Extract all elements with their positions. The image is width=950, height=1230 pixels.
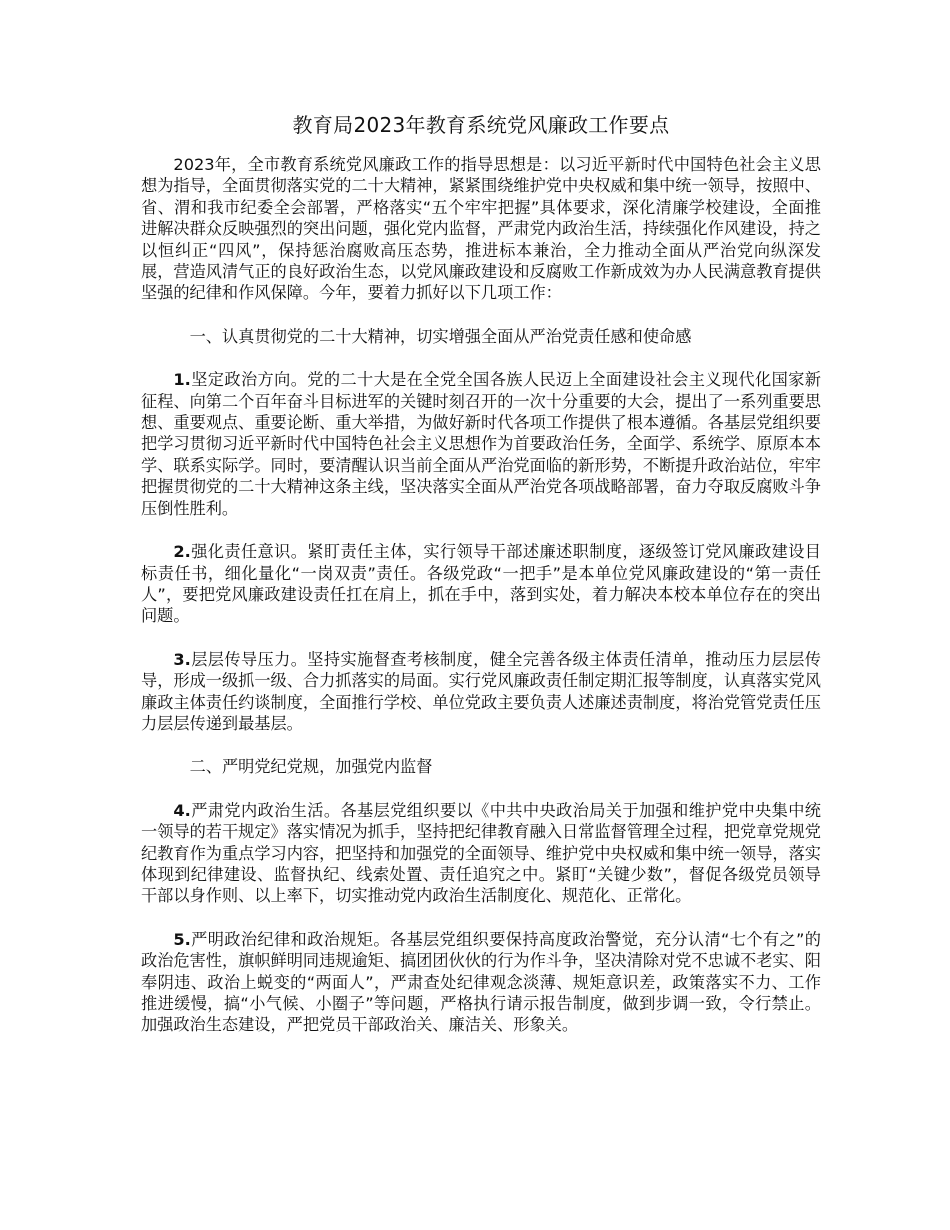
section-heading-2: 二、严明党纪党规，加强党内监督 bbox=[189, 757, 433, 777]
document-title: 教育局2023年教育系统党风廉政工作要点 bbox=[292, 113, 670, 137]
item-number: 2. bbox=[173, 542, 191, 562]
item-text: 严肃党内政治生活。各基层党组织要以《中共中央政治局关于加强和维护党中央集中统一领导的若干规定》落实情况为抓手，坚持把纪律教育融入日常监督管理全过程，把党章党规党纪教育作为重点学习内容，把坚持和加强党的全面领导、维护党中央权威和集中统一领导，落实体现到纪律建设、监督执纪、线索处置、责任追究之中。紧盯“关键少数”，督促各级党员领导干部以身作则、以上率下，切实推动党内政治生活制度化、规范化、正常化。 bbox=[141, 800, 821, 906]
item-paragraph-1 bbox=[141, 369, 821, 519]
item-text: 严明政治纪律和政治规矩。各基层党组织要保持高度政治警觉，充分认清“七个有之”的政治危害性，旗帜鲜明同违规逾矩、搞团团伙伙的行为作斗争，坚决清除对党不忠诚不老实、阳奉阴违、政治上蜕变的“两面人”，严肃查处纪律观念淡薄、规矩意识差，政策落实不力、工作推进缓慢，搞“小气候、小圈子”等问题，严格执行请示报告制度，做到步调一致，令行禁止。加强政治生态建设，严把党员干部政治关、廉洁关、形象关。 bbox=[141, 929, 821, 1035]
item-number: 5. bbox=[173, 929, 191, 949]
item-number: 1. bbox=[173, 370, 191, 390]
section-heading-1: 一、认真贯彻党的二十大精神，切实增强全面从严治党责任感和使命感 bbox=[189, 326, 692, 346]
item-paragraph-5 bbox=[141, 929, 821, 1036]
item-text: 层层传导压力。坚持实施督查考核制度，健全完善各级主体责任清单，推动压力层层传导，形成一级抓一级、合力抓落实的局面。实行党风廉政责任制定期汇报等制度，认真落实党风廉政主体责任约谈制度，全面推行学校、单位党政主要负责人述廉述责制度，将治党管党责任压力层层传递到最基层。 bbox=[141, 649, 821, 733]
document-page bbox=[141, 108, 821, 1036]
item-paragraph-3 bbox=[141, 649, 821, 735]
item-number: 3. bbox=[173, 649, 191, 669]
intro-paragraph: 2023年，全市教育系统党风廉政工作的指导思想是：以习近平新时代中国特色社会主义思想为指导，全面贯彻落实党的二十大精神，紧紧围绕维护党中央权威和集中统一领导，按照中、省、渭和我市纪委全会部署，严格落实“五个牢牢把握”具体要求，深化清廉学校建设，全面推进解决群众反映强烈的突出问题，强化党内监督，严肃党内政治生活，持续强化作风建设，持之以恒纠正“四风”，保持惩治腐败高压态势，推进标本兼治，全力推动全面从严治党向纵深发展，营造风清气正的良好政治生态，以党风廉政建设和反腐败工作新成效为办人民满意教育提供坚强的纪律和作风保障。今年，要着力抓好以下几项工作： bbox=[141, 155, 821, 303]
item-text: 强化责任意识。紧盯责任主体，实行领导干部述廉述职制度，逐级签订党风廉政建设目标责任书，细化量化“一岗双责”责任。各级党政“一把手”是本单位党风廉政建设的“第一责任人”，要把党风廉政建设责任扛在肩上，抓在手中，落到实处，着力解决本校本单位存在的突出问题。 bbox=[141, 542, 821, 626]
item-paragraph-4 bbox=[141, 800, 821, 907]
item-text: 坚定政治方向。党的二十大是在全党全国各族人民迈上全面建设社会主义现代化国家新征程、向第二个百年奋斗目标进军的关键时刻召开的一次十分重要的大会，提出了一系列重要思想、重要观点、重要论断、重大举措，为做好新时代各项工作提供了根本遵循。各基层党组织要把学习贯彻习近平新时代中国特色社会主义思想作为首要政治任务，全面学、系统学、原原本本学、联系实际学。同时，要清醒认识当前全面从严治党面临的新形势，不断提升政治站位，牢牢把握贯彻党的二十大精神这条主线，坚决落实全面从严治党各项战略部署，奋力夺取反腐败斗争压倒性胜利。 bbox=[141, 370, 821, 518]
item-number: 4. bbox=[173, 800, 191, 820]
item-paragraph-2 bbox=[141, 541, 821, 627]
